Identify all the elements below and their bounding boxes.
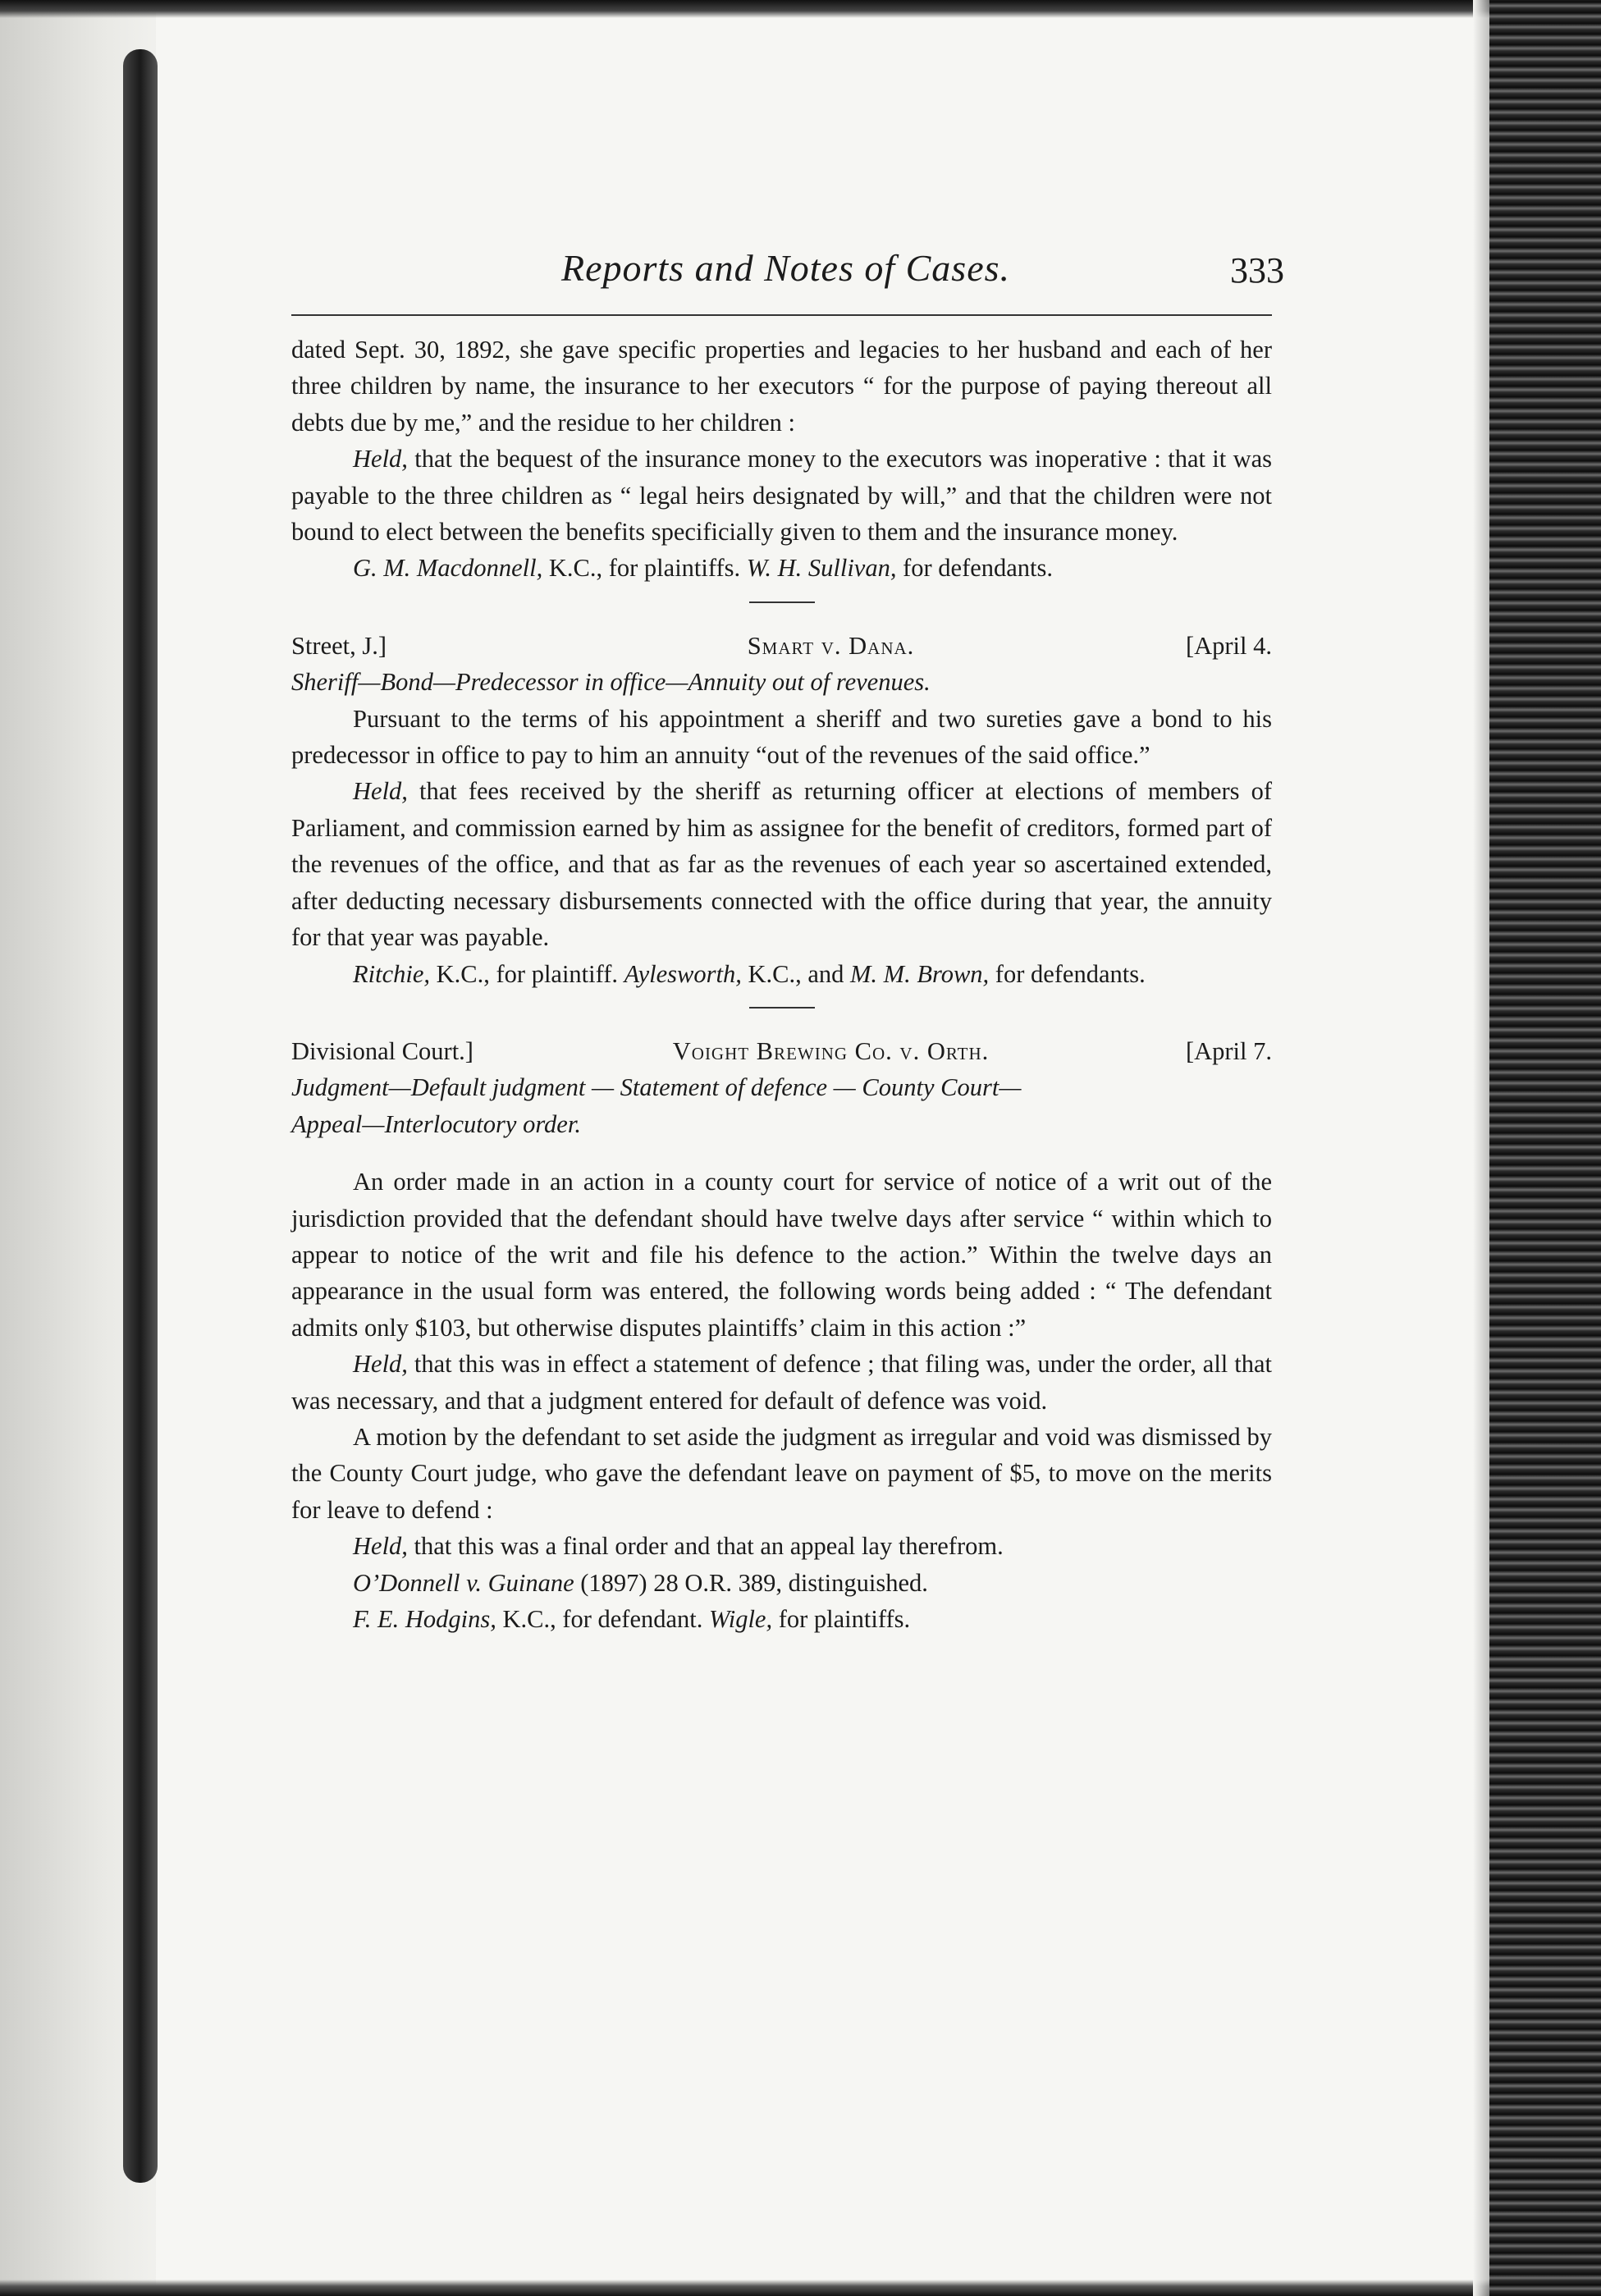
case3-headnote-line2: Appeal—Interlocutory order. — [291, 1109, 581, 1138]
case2-counsel — [291, 956, 1272, 992]
case-separator — [749, 1007, 815, 1009]
case1-para1-text: dated Sept. 30, 1892, she gave specific properties and legacies to her husband and each of her three children by name, the insurance to her executors “ for the purpose of paying thereout all debts due by me,” and the residue to her children : — [291, 336, 1272, 437]
counsel-name: Ritchie, — [353, 959, 431, 988]
case1-held — [291, 441, 1272, 550]
counsel-text: for plaintiffs. — [772, 1605, 911, 1633]
counsel-text: for defendants. — [896, 554, 1054, 583]
counsel-name: Aylesworth, — [624, 959, 742, 988]
case2-para1-text: Pursuant to the terms of his appointment a sheriff and two sureties gave a bond to his predecessor in office to pay to him an annuity “out of the revenues of the said office.” — [291, 704, 1272, 770]
case1-counsel — [291, 550, 1272, 586]
scan-right-edge — [1489, 0, 1601, 2296]
case3-held2-text: that this was a final order and that an appeal lay therefrom. — [407, 1532, 1004, 1561]
counsel-text: K.C., for plaintiffs. — [542, 554, 747, 583]
scan-bottom-edge — [0, 2280, 1502, 2296]
counsel-text: K.C., for plaintiff. — [430, 959, 624, 988]
case3-held-1 — [291, 1346, 1272, 1419]
case3-court: Divisional Court.] — [291, 1036, 473, 1065]
scan-spine-shadow — [123, 49, 158, 2183]
case3-title: Voight Brewing Co. v. Orth. — [672, 1036, 990, 1065]
case3-para2-text: A motion by the defendant to set aside the judgment as irregular and void was dismissed by the County Court judge, who gave the defendant leave on payment of $5, to move on the merits for leave to defend : — [291, 1422, 1272, 1524]
running-head — [287, 246, 1284, 304]
case2-court: Street, J.] — [291, 631, 387, 660]
case3-paragraph-2 — [291, 1419, 1272, 1528]
header-rule — [291, 314, 1272, 316]
counsel-name: W. H. Sullivan, — [746, 554, 897, 583]
case1-held-text: that the bequest of the insurance money to the executors was inoperative : that it was payable to the three children as “ legal heirs designated by will,” and that the children were not bound to elect between the benefits specificially given to them and the insurance money. — [291, 445, 1272, 547]
citation-text: (1897) 28 O.R. 389, distinguished. — [574, 1568, 928, 1597]
running-title: Reports and Notes of Cases. — [560, 247, 1011, 289]
counsel-name: M. M. Brown, — [850, 959, 990, 988]
counsel-text: for defendants. — [989, 959, 1146, 988]
counsel-text: K.C., and — [741, 959, 851, 988]
case3-held1-text: that this was in effect a statement of defence ; that filing was, under the order, all that was necessary, and that a judgment entered for default of defence was void. — [291, 1350, 1272, 1415]
scan-top-edge — [0, 0, 1502, 18]
page-number: 333 — [1230, 250, 1284, 290]
case2-held — [291, 773, 1272, 955]
case3-citation — [291, 1565, 1272, 1601]
held-label: Held, — [353, 445, 408, 473]
case3-headnote-line1: Judgment—Default judgment — Statement of defence — County Court— — [291, 1073, 1022, 1102]
case2-held-text: that fees received by the sheriff as returning officer at elections of members of Parliament, and commission earned by him as assignee for the benefit of creditors, formed part of the revenues of the office, and that as far as the revenues of each year so ascertained extended, after deducting necessary disbursements connected with the office during that year, the annuity for that year was payable. — [291, 777, 1272, 952]
case3-header — [291, 1033, 1272, 1069]
held-label: Held, — [353, 777, 408, 806]
case3-held-2 — [291, 1528, 1272, 1564]
case2-paragraph — [291, 701, 1272, 774]
case3-paragraph — [291, 1164, 1272, 1346]
case2-headnote: Sheriff—Bond—Predecessor in office—Annuity out of revenues. — [291, 668, 931, 697]
counsel-name: G. M. Macdonnell, — [353, 554, 543, 583]
held-label: Held, — [353, 1350, 408, 1379]
case-separator — [749, 601, 815, 603]
case2-header — [291, 628, 1272, 664]
case2-date: [April 4. — [1185, 631, 1272, 660]
citation-name: O’Donnell v. Guinane — [353, 1568, 574, 1597]
case3-para1-text: An order made in an action in a county court for service of notice of a writ out of the jurisdiction provided that the defendant should have twelve days after service “ within which to appear to notice of the writ and file his defence to the action.” Within the twelve days an appearance in the usual form was entered, the following words being added : “ The defendant admits only $103, but otherwise disputes plaintiffs’ claim in this action :” — [291, 1168, 1272, 1342]
counsel-name: Wigle, — [709, 1605, 773, 1633]
case3-counsel — [291, 1601, 1272, 1637]
case3-date: [April 7. — [1185, 1036, 1272, 1065]
case2-title: Smart v. Dana. — [747, 631, 915, 660]
counsel-name: F. E. Hodgins, — [353, 1605, 496, 1633]
case1-paragraph — [291, 332, 1272, 441]
page-body — [291, 332, 1272, 1637]
held-label: Held, — [353, 1532, 408, 1561]
counsel-text: K.C., for defendant. — [496, 1605, 710, 1633]
